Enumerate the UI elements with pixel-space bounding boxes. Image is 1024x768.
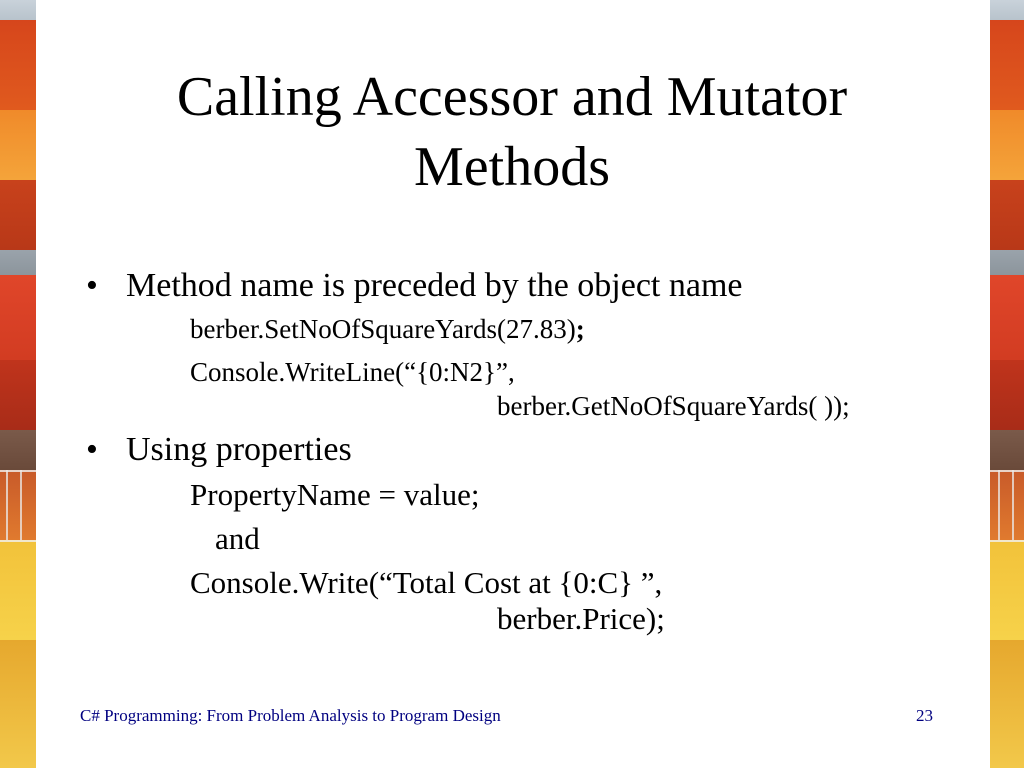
- bullet-item: [86, 428, 984, 472]
- code-line: Console.Write(“Total Cost at {0:C} ”,: [190, 565, 663, 600]
- footer-page-number: 23: [916, 706, 933, 725]
- slide-title: [60, 62, 964, 202]
- bullet-dot: •: [86, 431, 98, 468]
- code-line: Console.WriteLine(“{0:N2}”,: [190, 357, 515, 387]
- bullet-item: [86, 264, 984, 308]
- slide-content-2: [86, 428, 984, 472]
- bullet-dot: •: [86, 267, 98, 304]
- code-line: PropertyName = value;: [190, 477, 480, 512]
- left-decorative-strip: [0, 0, 36, 768]
- code-line: and: [215, 521, 260, 556]
- code-line: berber.SetNoOfSquareYards(27.83);: [190, 314, 585, 344]
- footer-course-title: C# Programming: From Problem Analysis to Program Design: [80, 706, 501, 725]
- bullet-text: Method name is preceded by the object name: [126, 267, 743, 304]
- code-line: berber.GetNoOfSquareYards( ));: [497, 391, 850, 421]
- title-line-2: Methods: [414, 136, 610, 198]
- bullet-text: Using properties: [126, 431, 352, 468]
- right-decorative-strip: [990, 0, 1024, 768]
- slide-content: [86, 264, 984, 308]
- code-line: berber.Price);: [497, 601, 665, 636]
- title-line-1: Calling Accessor and Mutator: [176, 66, 848, 128]
